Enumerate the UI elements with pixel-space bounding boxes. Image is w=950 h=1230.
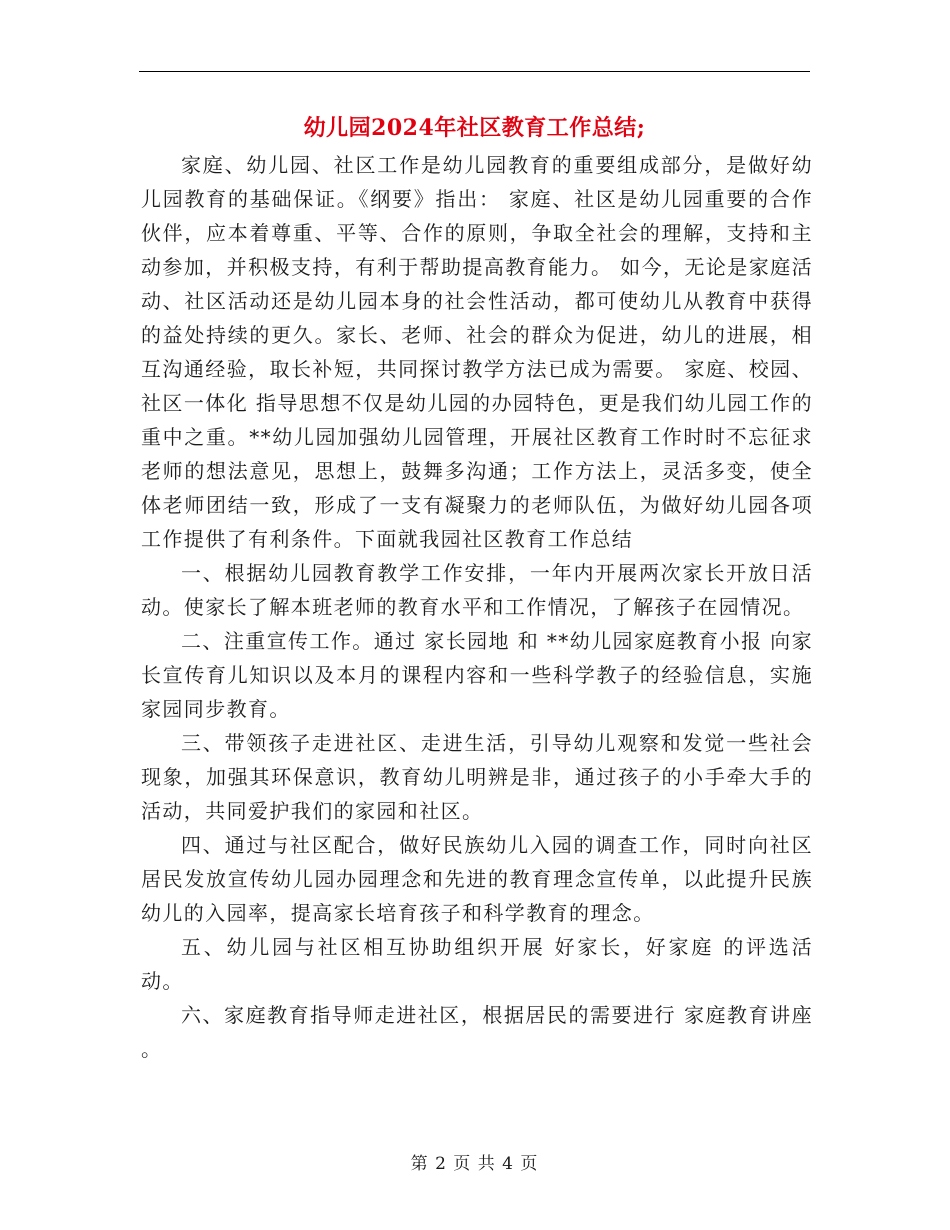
paragraph-item-4: 四、通过与社区配合，做好民族幼儿入园的调查工作，同时向社区居民发放宣传幼儿园办园理念和先进的教育理念宣传单，以此提升民族幼儿的入园率，提高家长培育孩子和科学教育的理念。 [141,833,813,925]
paragraph-item-1: 一、根据幼儿园教育教学工作安排，一年内开展两次家长开放日活动。使家长了解本班老师的教育水平和工作情况，了解孩子在园情况。 [141,561,813,619]
header-rule [139,71,810,72]
paragraph-intro: 家庭、幼儿园、社区工作是幼儿园教育的重要组成部分，是做好幼儿园教育的基础保证。《纲要》指出： 家庭、社区是幼儿园重要的合作伙伴，应本着尊重、平等、合作的原则，争取全社会的理解，支持和主动参加，并积极支持，有利于帮助提高教育能力。 如今，无论是家庭活动、社区活动还是幼儿园本身的社会性活动，都可使幼儿从教育中获得的益处持续的更久。家长、老师、社会的群众为促进，幼儿的进展，相互沟通经验，取长补短，共同探讨教学方法已成为需要。 家庭、校园、社区一体化 指导思想不仅是幼儿园的办园特色，更是我们幼儿园工作的重中之重。**幼儿园加强幼儿园管理，开展社区教育工作时时不忘征求老师的想法意见，思想上，鼓舞多沟通；工作方法上，灵活多变，使全体老师团结一致，形成了一支有凝聚力的老师队伍，为做好幼儿园各项工作提供了有利条件。下面就我园社区教育工作总结 [141,153,813,551]
paragraph-item-5: 五、幼儿园与社区相互协助组织开展 好家长，好家庭 的评选活动。 [141,935,813,993]
document-title: 幼儿园2024年社区教育工作总结; [303,115,646,141]
document-body [141,148,813,1066]
paragraph-item-3: 三、带领孩子走进社区、走进生活，引导幼儿观察和发觉一些社会现象，加强其环保意识，教育幼儿明辨是非，通过孩子的小手牵大手的活动，共同爱护我们的家园和社区。 [141,731,813,823]
page-number-footer: 第 2 页 共 4 页 [410,1154,539,1174]
paragraph-item-6: 六、家庭教育指导师走进社区，根据居民的需要进行 家庭教育讲座 。 [141,1003,813,1061]
paragraph-item-2: 二、注重宣传工作。通过 家长园地 和 **幼儿园家庭教育小报 向家长宣传育儿知识以及本月的课程内容和一些科学教子的经验信息，实施家园同步教育。 [141,629,813,721]
